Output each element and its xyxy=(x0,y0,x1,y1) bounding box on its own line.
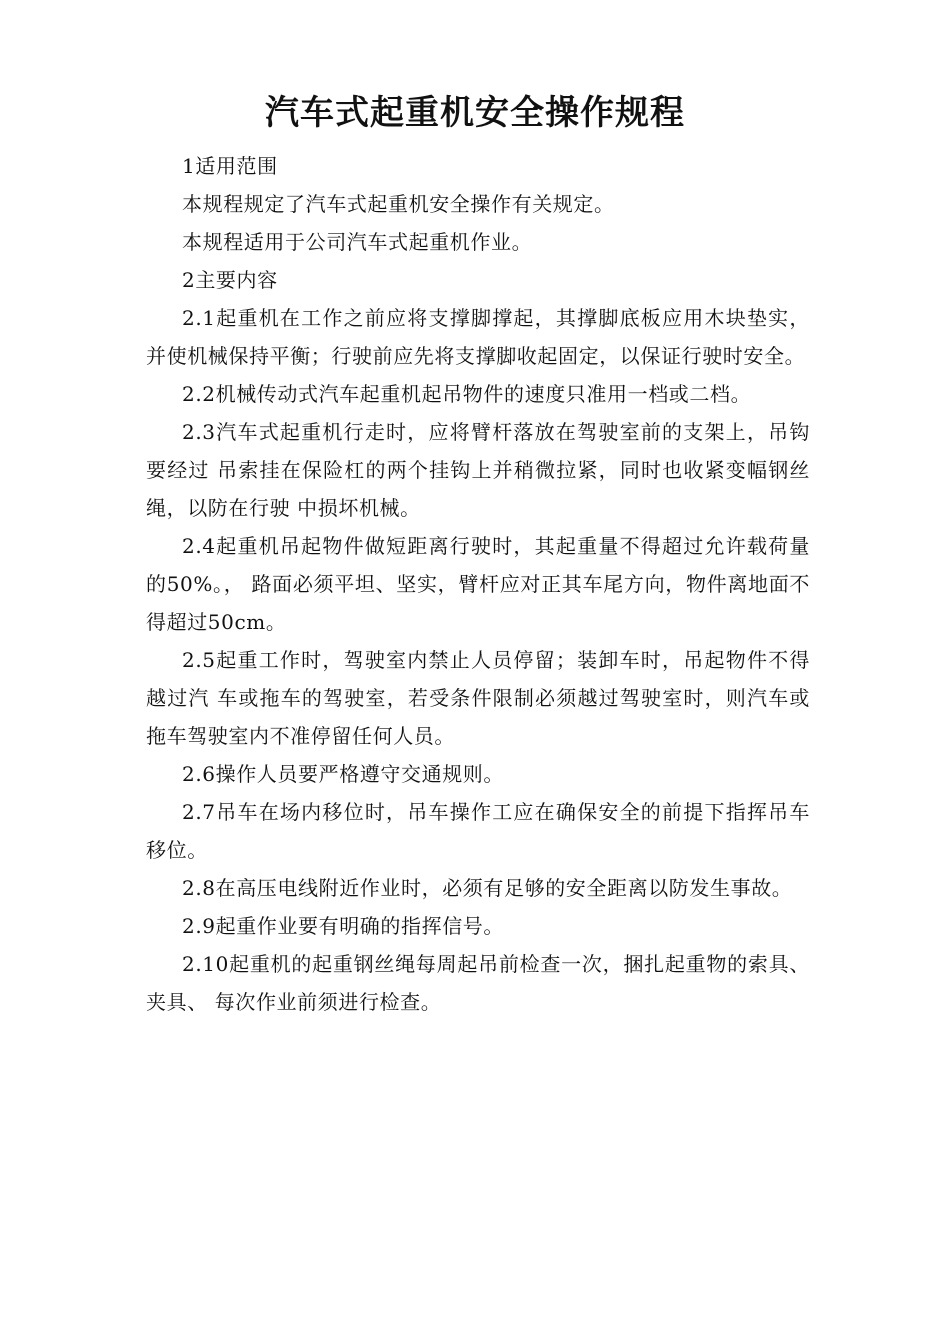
clause-2-9: 2.9起重作业要有明确的指挥信号。 xyxy=(182,914,505,938)
section-heading-main-content: 2主要内容 xyxy=(182,268,278,292)
clause-2-5: 2.5起重工作时，驾驶室内禁止人员停留；装卸车时，吊起物件不得越过汽 车或拖车的驾驶室，若受条件限制必须越过驾驶室时，则汽车或拖车驾驶室内不准停留任何人员。 xyxy=(146,648,810,748)
clause-2-6: 2.6操作人员要严格遵守交通规则。 xyxy=(182,762,505,786)
clause-2-10: 2.10起重机的起重钢丝绳每周起吊前检查一次，捆扎起重物的索具、夹具、 每次作业前须进行检查。 xyxy=(146,952,810,1014)
section-heading-scope: 1适用范围 xyxy=(182,154,278,178)
clause-2-7: 2.7吊车在场内移位时，吊车操作工应在确保安全的前提下指挥吊车移位。 xyxy=(146,800,810,862)
paragraph-scope-applicability: 本规程适用于公司汽车式起重机作业。 xyxy=(182,230,533,254)
clause-2-4: 2.4起重机吊起物件做短距离行驶时，其起重量不得超过允许载荷量的50%。， 路面必须平坦、坚实，臂杆应对正其车尾方向，物件离地面不得超过50cm。 xyxy=(146,534,810,634)
paragraph-scope-definition: 本规程规定了汽车式起重机安全操作有关规定。 xyxy=(182,192,615,216)
clause-2-1: 2.1起重机在工作之前应将支撑脚撑起，其撑脚底板应用木块垫实，并使机械保持平衡；行驶前应先将支撑脚收起固定，以保证行驶时安全。 xyxy=(146,306,810,368)
clause-2-8: 2.8在高压电线附近作业时，必须有足够的安全距离以防发生事故。 xyxy=(182,876,793,900)
clause-2-2: 2.2机械传动式汽车起重机起吊物件的速度只准用一档或二档。 xyxy=(182,382,752,406)
document-title: 汽车式起重机安全操作规程 xyxy=(265,93,685,133)
document-body xyxy=(146,147,810,1021)
clause-2-3: 2.3汽车式起重机行走时，应将臂杆落放在驾驶室前的支架上，吊钩要经过 吊索挂在保险杠的两个挂钩上并稍微拉紧，同时也收紧变幅钢丝绳，以防在行驶 中损坏机械。 xyxy=(146,420,810,520)
